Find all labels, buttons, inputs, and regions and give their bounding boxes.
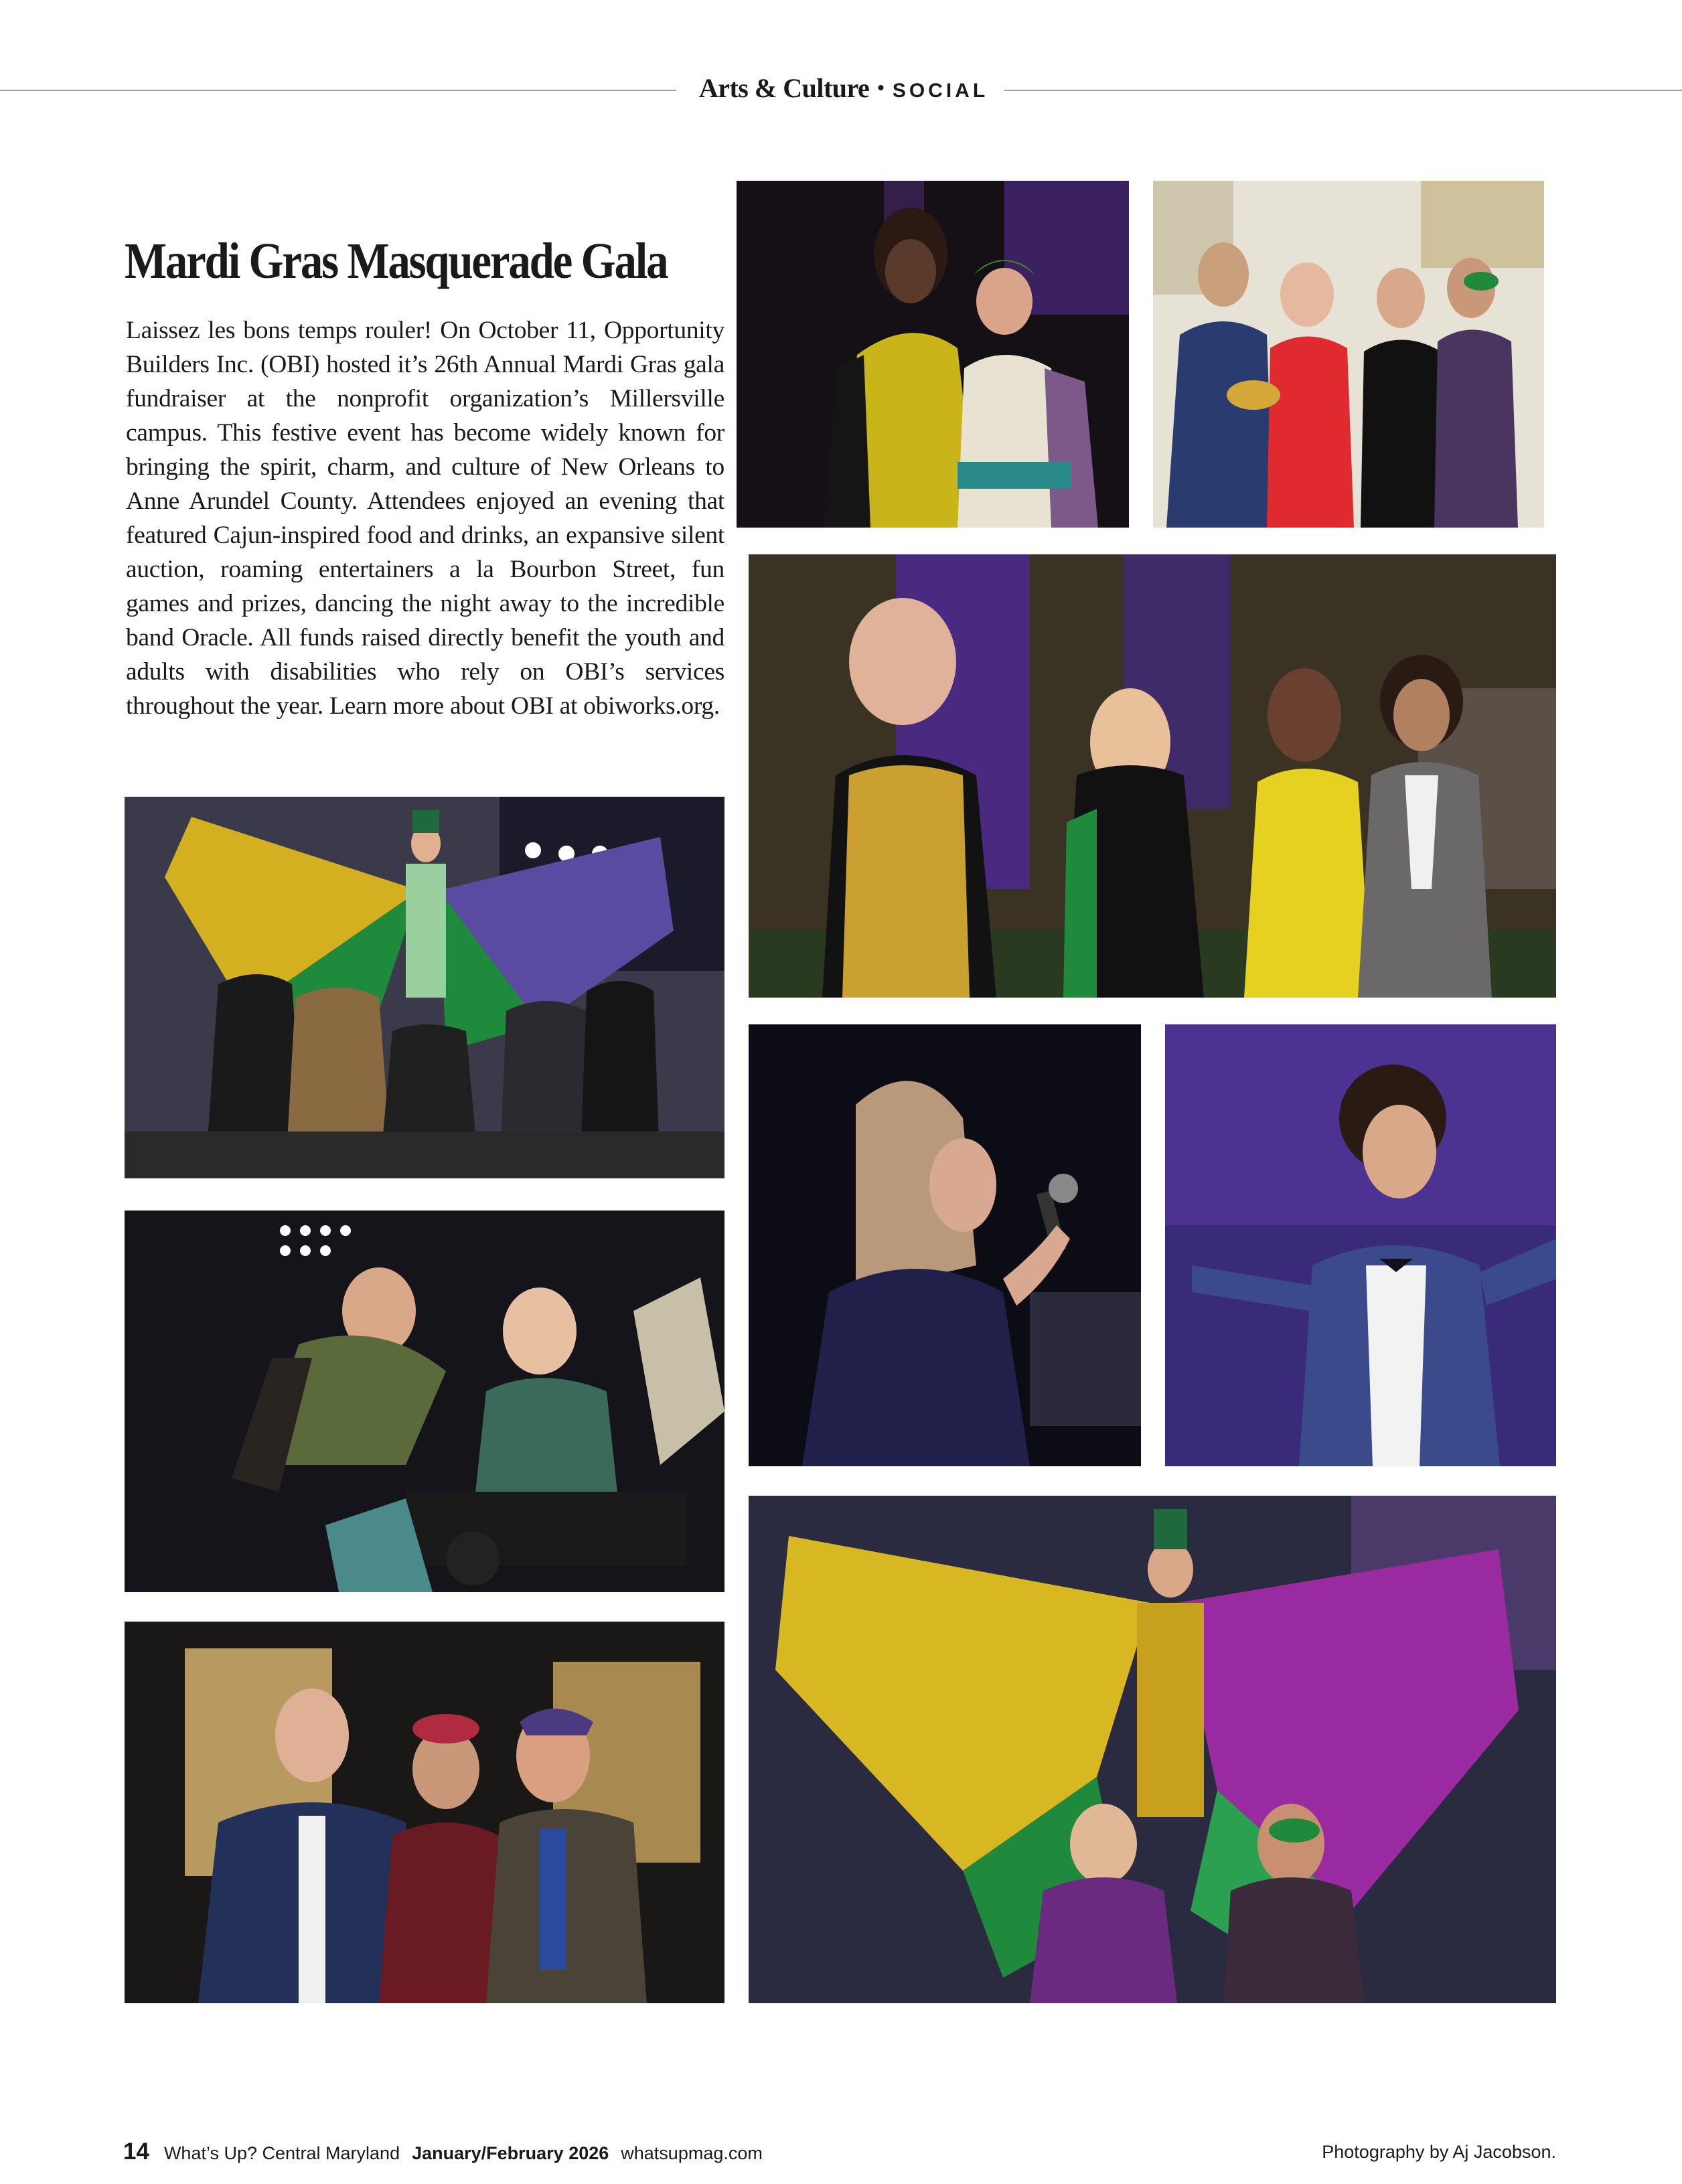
photo-performers-group [125,797,724,1178]
photo-wings-performer [749,1496,1556,2003]
photo-four-guests [749,554,1556,998]
photo-wheelchair-guests [125,1211,724,1592]
section-header [696,67,991,116]
photo-singer [749,1024,1141,1466]
magazine-name: What’s Up? Central Maryland [163,2143,400,2163]
footer-left [123,2140,763,2165]
issue-date: January/February 2026 [412,2143,609,2163]
subsection-label: SOCIAL [892,80,989,102]
article-body: Laissez les bons temps rouler! On October 11, Opportunity Builders Inc. (OBI) hosted it’s 26th Annual Mardi Gras gala fundraiser at the nonprofit organization’s Millersville campus. This festive event has become widely known for bringing the spirit, charm, and culture of New Orleans to Anne Arundel County. Attendees enjoyed an evening that featured Cajun-inspired food and drinks, an expansive silent auction, roaming entertainers a la Bourbon Street, fun games and prizes, dancing the night away to the incredible band Oracle. All funds raised directly benefit the youth and adults with disabilities who rely on OBI’s services throughout the year. Learn more about OBI at obiworks.org. [126,317,724,720]
header-rule-left [0,90,676,91]
photo-group-masks [1153,181,1544,528]
page-number: 14 [123,2138,149,2165]
photo-three-guests [125,1622,724,2003]
photo-young-performer [1165,1024,1556,1466]
article-title: Mardi Gras Masquerade Gala [125,233,668,289]
photo-credit: Photography by Aj Jacobson. [1322,2142,1556,2162]
photo-two-women [737,181,1129,528]
section-label: Arts & Culture [698,73,870,103]
section-separator: • [877,77,885,99]
website-url: whatsupmag.com [621,2143,763,2163]
header-rule-right [1004,90,1682,91]
